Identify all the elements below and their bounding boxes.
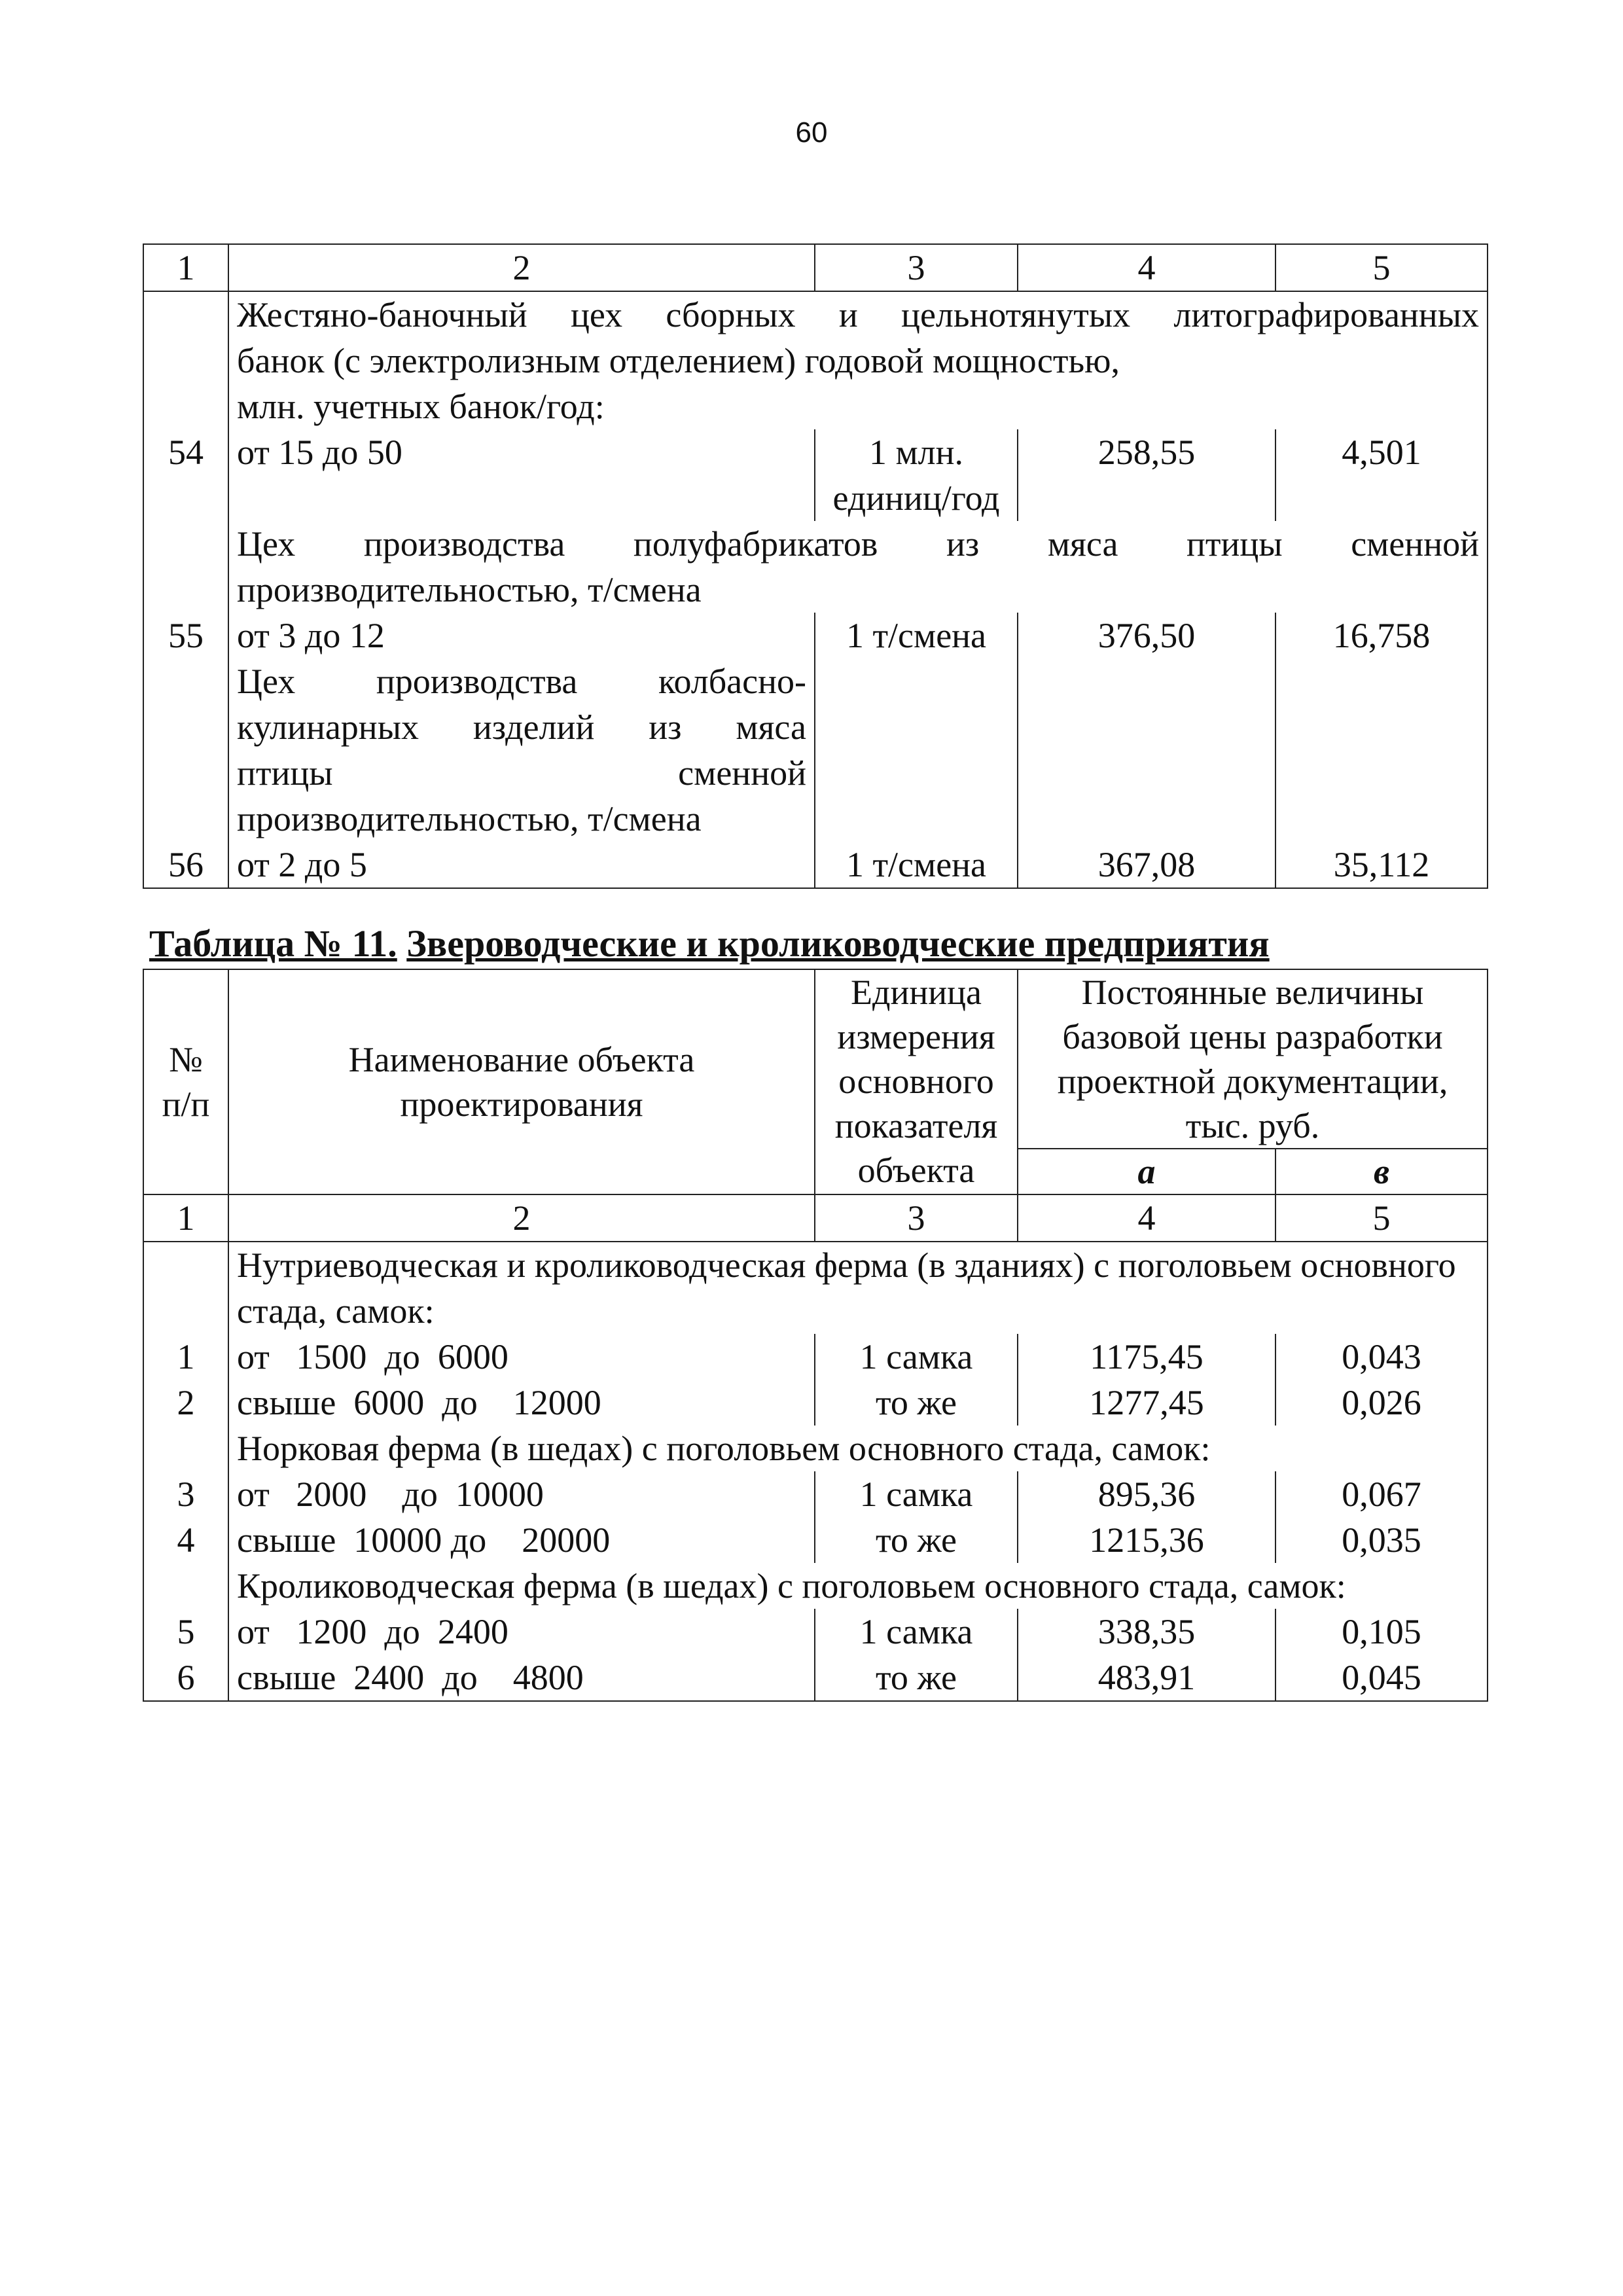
table-caption-text: Звероводческие и кролиководческие предприятия xyxy=(406,922,1270,965)
group-title-line: млн. учетных банок/год: xyxy=(237,387,605,426)
row-value-b: 0,026 xyxy=(1275,1380,1488,1426)
row-number: 54 xyxy=(143,429,228,521)
column-number-row xyxy=(143,244,1488,291)
col-number: 3 xyxy=(815,244,1018,291)
row-name: от 2000 до 10000 xyxy=(228,1471,815,1517)
page-number: 60 xyxy=(795,117,828,149)
group-title-line: банок (с электролизным отделением) годовой мощностью, xyxy=(237,341,1120,380)
group-title-line: производительностью, т/смена xyxy=(237,570,702,609)
col-number: 3 xyxy=(815,1194,1018,1242)
row-unit: 1 самка xyxy=(815,1471,1018,1517)
table-caption xyxy=(149,922,1270,965)
group-title-line: кулинарных изделий из мяса xyxy=(237,708,806,747)
row-value-a: 1277,45 xyxy=(1018,1380,1275,1426)
row-value-a: 376,50 xyxy=(1018,613,1275,658)
row-value-a: 338,35 xyxy=(1018,1609,1275,1655)
column-number-row xyxy=(143,1194,1488,1242)
row-number: 2 xyxy=(143,1380,228,1426)
group-title-line: производительностью, т/смена xyxy=(237,799,702,838)
row-value-b: 0,045 xyxy=(1275,1655,1488,1701)
table-continuation xyxy=(143,243,1488,889)
row-unit: то же xyxy=(815,1517,1018,1563)
group-title: Норковая ферма (в шедах) с поголовьем основного стада, самок: xyxy=(228,1426,1488,1471)
table-row xyxy=(143,1517,1488,1563)
row-number: 1 xyxy=(143,1334,228,1380)
row-unit: 1 млн. единиц/год xyxy=(815,429,1018,521)
header-name: Наименование объекта проектирования xyxy=(228,969,815,1194)
row-number: 5 xyxy=(143,1609,228,1655)
table-row xyxy=(143,1609,1488,1655)
row-name: от 15 до 50 xyxy=(228,429,815,521)
col-number: 1 xyxy=(143,244,228,291)
row-number: 56 xyxy=(143,842,228,888)
group-title xyxy=(228,521,1488,613)
row-value-b: 4,501 xyxy=(1275,429,1488,521)
row-value-a: 1215,36 xyxy=(1018,1517,1275,1563)
row-number: 6 xyxy=(143,1655,228,1701)
row-name: от 1200 до 2400 xyxy=(228,1609,815,1655)
group-title-line: птицы сменной xyxy=(237,753,806,793)
row-name: от 3 до 12 xyxy=(228,613,815,658)
row-name: от 1500 до 6000 xyxy=(228,1334,815,1380)
group-title-row xyxy=(143,658,1488,842)
row-value-b: 16,758 xyxy=(1275,613,1488,658)
table-row xyxy=(143,429,1488,521)
row-unit: то же xyxy=(815,1380,1018,1426)
table-row xyxy=(143,842,1488,888)
col-number: 2 xyxy=(228,1194,815,1242)
row-unit: 1 т/смена xyxy=(815,613,1018,658)
group-title-row xyxy=(143,521,1488,613)
row-number: 4 xyxy=(143,1517,228,1563)
row-number: 55 xyxy=(143,613,228,658)
group-title-line: Цех производства колбасно- xyxy=(237,662,806,701)
row-value-b: 35,112 xyxy=(1275,842,1488,888)
table-row xyxy=(143,1380,1488,1426)
row-number: 3 xyxy=(143,1471,228,1517)
row-unit: 1 т/смена xyxy=(815,842,1018,888)
row-name: свыше 10000 до 20000 xyxy=(228,1517,815,1563)
group-title-row xyxy=(143,1426,1488,1471)
table-row xyxy=(143,1471,1488,1517)
row-value-b: 0,105 xyxy=(1275,1609,1488,1655)
row-value-b: 0,035 xyxy=(1275,1517,1488,1563)
row-value-a: 1175,45 xyxy=(1018,1334,1275,1380)
col-number: 5 xyxy=(1275,244,1488,291)
row-value-a: 895,36 xyxy=(1018,1471,1275,1517)
header-col-b: в xyxy=(1275,1149,1488,1194)
row-value-b: 0,067 xyxy=(1275,1471,1488,1517)
row-value-a: 258,55 xyxy=(1018,429,1275,521)
header-unit: Единица измерения основного показателя объекта xyxy=(815,969,1018,1194)
header-number: № п/п xyxy=(143,969,228,1194)
header-row xyxy=(143,969,1488,1149)
header-price: Постоянные величины базовой цены разработки проектной документации, тыс. руб. xyxy=(1018,969,1488,1149)
table-row xyxy=(143,1334,1488,1380)
row-value-b: 0,043 xyxy=(1275,1334,1488,1380)
group-title-row xyxy=(143,1563,1488,1609)
row-name: от 2 до 5 xyxy=(228,842,815,888)
table-caption-prefix: Таблица № 11. xyxy=(149,922,397,965)
group-title xyxy=(228,291,1488,429)
col-number: 2 xyxy=(228,244,815,291)
table-row xyxy=(143,1655,1488,1701)
table-row xyxy=(143,613,1488,658)
group-title: Кролиководческая ферма (в шедах) с поголовьем основного стада, самок: xyxy=(228,1563,1488,1609)
row-value-a: 367,08 xyxy=(1018,842,1275,888)
group-title-line: Жестяно-баночный цех сборных и цельнотянутых литографированных xyxy=(237,295,1479,334)
col-number: 5 xyxy=(1275,1194,1488,1242)
group-title xyxy=(228,658,815,842)
col-number: 1 xyxy=(143,1194,228,1242)
row-value-a: 483,91 xyxy=(1018,1655,1275,1701)
group-title-line: Цех производства полуфабрикатов из мяса птицы сменной xyxy=(237,524,1479,564)
col-number: 4 xyxy=(1018,244,1275,291)
table-11 xyxy=(143,969,1488,1702)
col-number: 4 xyxy=(1018,1194,1275,1242)
group-title-row xyxy=(143,1242,1488,1334)
header-col-a: а xyxy=(1018,1149,1275,1194)
group-title-row xyxy=(143,291,1488,429)
group-title: Нутриеводческая и кролиководческая ферма (в зданиях) с поголовьем основного стада, самок: xyxy=(228,1242,1488,1334)
row-name: свыше 6000 до 12000 xyxy=(228,1380,815,1426)
row-unit: то же xyxy=(815,1655,1018,1701)
row-unit: 1 самка xyxy=(815,1334,1018,1380)
row-unit: 1 самка xyxy=(815,1609,1018,1655)
row-name: свыше 2400 до 4800 xyxy=(228,1655,815,1701)
